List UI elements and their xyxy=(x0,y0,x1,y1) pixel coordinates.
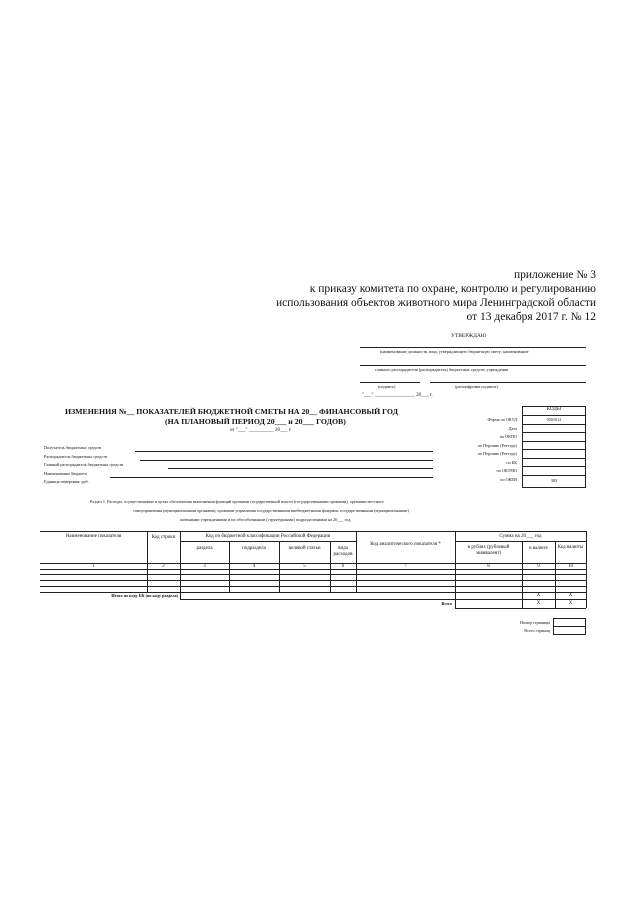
approval-line-1: приложение № 3 xyxy=(513,269,596,281)
approve-date: "___" ________________ 20___ г. xyxy=(362,393,433,398)
col-num-9: 9 xyxy=(537,564,540,569)
approval-line-4: от 13 декабря 2017 г. № 12 xyxy=(466,311,596,323)
total-label: Всего xyxy=(441,601,452,606)
col-num-10: 10 xyxy=(568,564,573,569)
col-num-3: 3 xyxy=(203,564,206,569)
doc-date: от "___" __________ 20___ г. xyxy=(230,428,292,433)
field-recipient: Получатель бюджетных средств xyxy=(44,445,102,450)
approve-caption-2: главного распорядителя (распорядителя) бюджетных средств; учреждения xyxy=(375,367,508,372)
approve-line-2 xyxy=(360,365,586,366)
th-currency-code: Код валюты xyxy=(557,545,584,550)
field-manager: Распорядитель бюджетных средств xyxy=(44,454,107,459)
th-bk: Код по бюджетной классификации Российской Федерации xyxy=(205,534,331,539)
th-rub: в рублях (рублевый эквивалент) xyxy=(467,545,510,556)
section-line-2: самоуправления (муниципальными органами), органами управления государственными внебюджетными фондами, государственными (муниципальными) xyxy=(133,508,409,513)
total-x-2: X xyxy=(568,601,573,606)
col-num-8: 8 xyxy=(487,564,490,569)
section-line-3: казенными учреждениями и их обособленными (структурными) подразделениями на 20___ год. xyxy=(180,517,352,522)
approve-heading: УТВЕРЖДАЮ xyxy=(451,333,487,339)
code-label-okei: по ОКЕИ xyxy=(500,477,517,482)
pages-total-label: Всего страниц xyxy=(524,628,550,633)
col-num-6: 6 xyxy=(341,564,345,569)
name-caption: (расшифровка подписи) xyxy=(455,384,498,389)
th-subsection: подраздела xyxy=(242,546,266,551)
col-num-1: 1 xyxy=(92,564,95,569)
name-line xyxy=(430,382,586,383)
code-label-okpo: по ОКПО xyxy=(499,434,517,439)
code-value-okud: 0501012 xyxy=(546,417,562,422)
approval-line-3: использования объектов животного мира Ленинградской области xyxy=(275,297,596,309)
signature-line xyxy=(360,382,420,383)
approve-line-1 xyxy=(360,347,586,348)
th-sum: Сумма на 20___ год xyxy=(499,534,542,539)
th-analytic: Код аналитического показателя * xyxy=(370,542,441,547)
code-label-registry-2: по Перечню (Реестру) xyxy=(477,451,517,456)
codes-header: КОДЫ xyxy=(546,407,562,412)
th-code: Код строки xyxy=(151,535,176,540)
section-line-1: Раздел 1. Расходы, осуществляемые в целях обеспечения выполнения функций органами государственной власти (государственными органами), органами местного xyxy=(90,499,384,504)
total-bk-x-2: X xyxy=(568,593,573,598)
col-num-4: 4 xyxy=(252,564,256,569)
th-name: Наименование показателя xyxy=(65,534,122,539)
code-label-bk: по БК xyxy=(506,460,517,465)
signature-caption: (подпись) xyxy=(378,384,396,389)
field-unit: Единица измерения: руб. xyxy=(44,479,89,484)
field-budget-name: Наименование бюджета xyxy=(44,471,87,476)
col-num-5: 5 xyxy=(303,564,306,569)
th-section: раздела xyxy=(196,546,213,551)
field-chief-manager: Главный распорядитель бюджетных средств xyxy=(44,462,124,467)
col-num-2: 2 xyxy=(162,564,165,569)
doc-title-line-2: (НА ПЛАНОВЫЙ ПЕРИОД 20___ и 20___ ГОДОВ) xyxy=(165,417,346,426)
code-label-date: Дата xyxy=(508,426,517,431)
th-expense-type: вида расходов xyxy=(333,546,353,557)
col-num-7: 7 xyxy=(404,564,407,569)
doc-title-line-1: ИЗМЕНЕНИЯ №__ ПОКАЗАТЕЛЕЙ БЮДЖЕТНОЙ СМЕТЫ НА 20__ ФИНАНСОВЫЙ ГОД xyxy=(65,407,398,416)
code-label-okud: Форма по ОКУД xyxy=(487,417,517,422)
total-x-1: X xyxy=(536,601,541,606)
total-bk-label: Итого по коду БК (по коду раздела) xyxy=(111,593,178,598)
th-target: целевой статьи xyxy=(288,546,321,551)
page-number-label: Номер страницы xyxy=(520,620,550,625)
th-currency: в валюте xyxy=(529,546,548,551)
code-label-registry-1: по Перечню (Реестру) xyxy=(477,443,517,448)
code-label-oktmo: по ОКТМО xyxy=(496,468,517,473)
code-value-okei: 383 xyxy=(550,478,558,483)
total-bk-x-1: X xyxy=(536,593,541,598)
approve-caption-1: (наименование должности лица, утверждающего бюджетную смету; наименование xyxy=(380,349,529,354)
approval-line-2: к приказу комитета по охране, контролю и регулированию xyxy=(309,283,596,295)
